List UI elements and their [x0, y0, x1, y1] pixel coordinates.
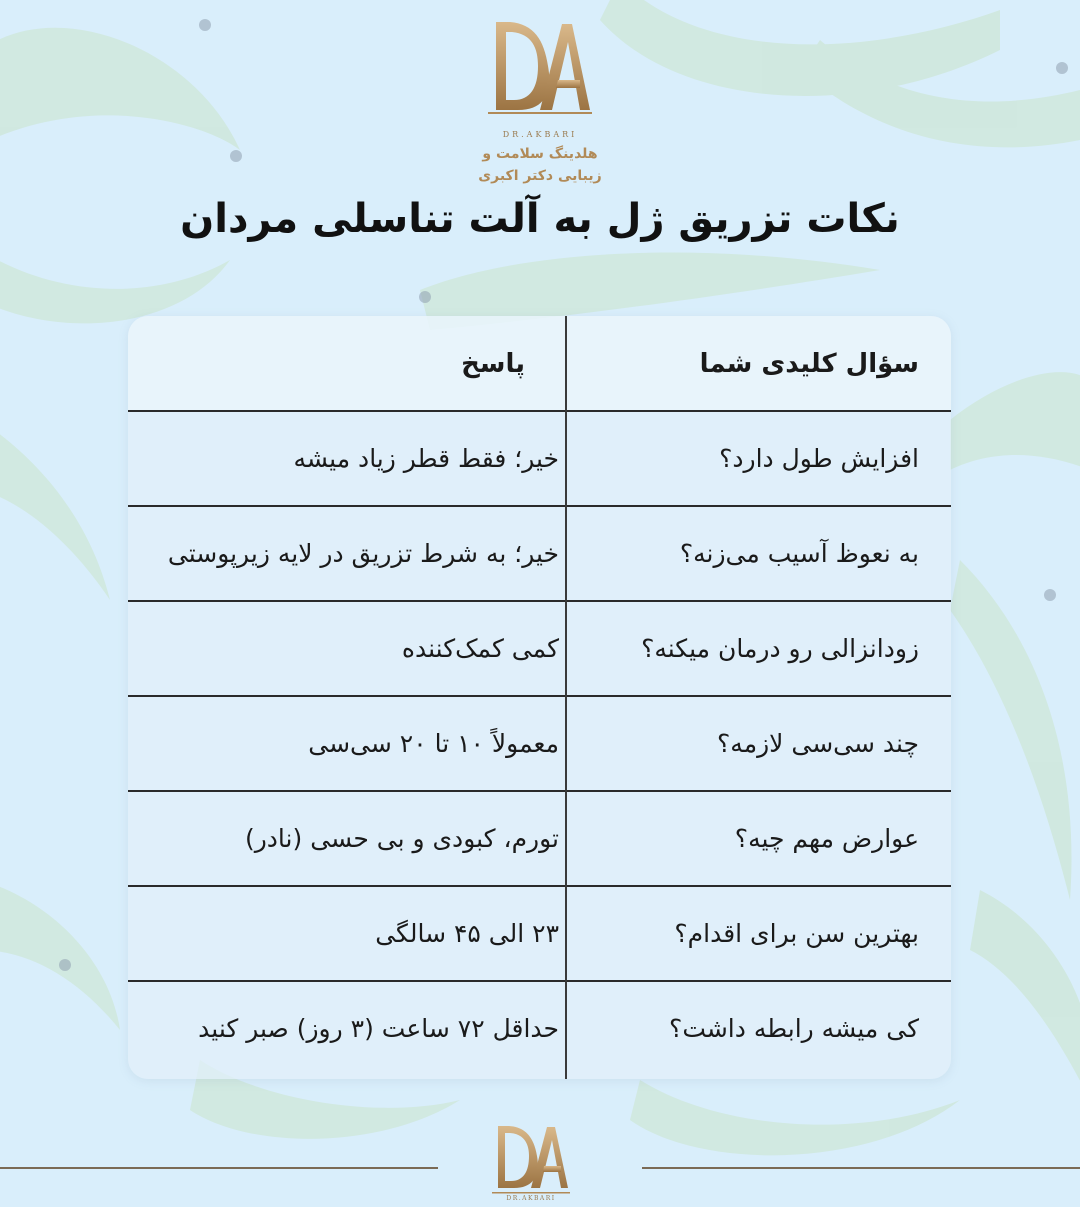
page-title: نکات تزریق ژل به آلت تناسلی مردان: [180, 196, 900, 242]
question-cell: بهترین سن برای اقدام؟: [674, 919, 919, 948]
answer-cell: ۲۳ الی ۴۵ سالگی: [375, 919, 559, 948]
table-row: [128, 981, 951, 1076]
question-cell: کی میشه رابطه داشت؟: [669, 1014, 919, 1043]
question-cell: به نعوظ آسیب می‌زنه؟: [679, 539, 919, 568]
answer-cell: معمولاً ۱۰ تا ۲۰ سی‌سی: [308, 729, 559, 758]
logo-tagline-line1: هلدینگ سلامت و: [482, 146, 598, 162]
question-cell: زودانزالی رو درمان میکنه؟: [641, 634, 919, 663]
table-header-row: [128, 316, 951, 411]
header-answer: پاسخ: [461, 348, 525, 379]
answer-cell: خیر؛ به شرط تزریق در لایه زیرپوستی: [167, 539, 559, 568]
question-cell: چند سی‌سی لازمه؟: [717, 729, 919, 758]
da-monogram-icon: [488, 18, 592, 114]
footer: [0, 1120, 1080, 1207]
question-cell: افزایش طول دارد؟: [719, 444, 919, 473]
answer-cell: تورم، کبودی و بی حسی (نادر): [244, 824, 559, 853]
table-row: [128, 791, 951, 886]
logo-tagline-line2: زیبایی دکتر اکبری: [478, 168, 602, 184]
logo-brand-text: DR.AKBARI: [502, 130, 578, 139]
footer-divider-right: [642, 1167, 1080, 1169]
table-row: [128, 886, 951, 981]
footer-logo-icon: [492, 1122, 570, 1202]
question-cell: عوارض مهم چیه؟: [734, 824, 919, 853]
table-row: [128, 411, 951, 506]
faq-table: [128, 316, 951, 1079]
brand-logo: [440, 18, 640, 184]
header-question: سؤال کلیدی شما: [699, 348, 919, 379]
answer-cell: کمی کمک‌کننده: [401, 634, 559, 663]
footer-brand-text: DR.AKBARI: [506, 1195, 556, 1202]
answer-cell: خیر؛ فقط قطر زیاد میشه: [293, 444, 559, 473]
answer-cell: حداقل ۷۲ ساعت (۳ روز) صبر کنید: [198, 1014, 559, 1043]
footer-divider-left: [0, 1167, 438, 1169]
column-divider: [565, 316, 567, 1079]
table-row: [128, 696, 951, 791]
table-row: [128, 601, 951, 696]
table-row: [128, 506, 951, 601]
